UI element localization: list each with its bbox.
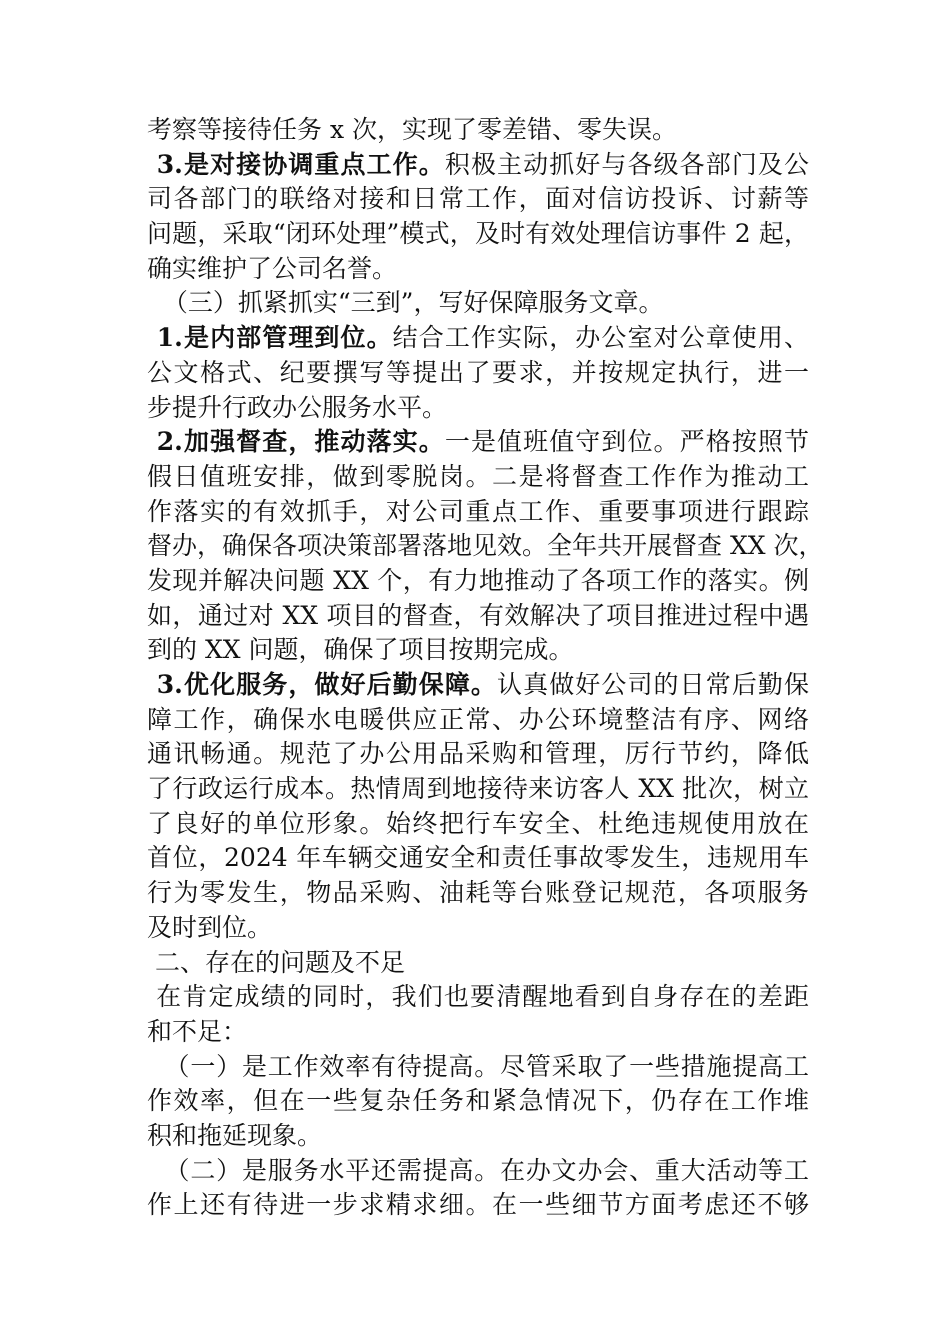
line-text: 问题，采取“闭环处理”模式，及时有效处理信访事件 2 起， xyxy=(147,219,809,249)
text-line xyxy=(147,425,809,460)
line-text: 公文格式、纪要撰写等提出了要求，并按规定执行，进一 xyxy=(147,357,809,387)
line-text: 一是值班值守到位。严格按照节 xyxy=(444,427,809,457)
line-text: 障工作，确保水电暖供应正常、办公环境整洁有序、网络 xyxy=(147,704,809,734)
line-text: （一）是工作效率有待提高。尽管采取了一些措施提高工 xyxy=(147,1051,809,1081)
text-line xyxy=(147,356,809,391)
document-body xyxy=(147,113,824,1223)
text-line xyxy=(147,876,809,911)
line-text: 考察等接待任务 x 次，实现了零差错、零失误。 xyxy=(147,115,677,144)
text-line xyxy=(147,1154,809,1189)
text-line xyxy=(147,668,809,703)
text-line xyxy=(147,148,809,183)
text-line xyxy=(147,1015,809,1050)
bold-lead: 3.是对接协调重点工作。 xyxy=(147,149,445,179)
text-line xyxy=(147,599,809,634)
bold-lead: 2.加强督查，推动落实。 xyxy=(147,427,445,457)
line-text: 发现并解决问题 XX 个，有力地推动了各项工作的落实。例 xyxy=(147,565,809,595)
line-text: 了良好的单位形象。始终把行车安全、杜绝违规使用放在 xyxy=(147,808,809,838)
line-text: 确实维护了公司名誉。 xyxy=(147,253,398,283)
bold-lead: 1.是内部管理到位。 xyxy=(147,323,393,353)
text-line xyxy=(147,564,809,599)
text-line xyxy=(147,1084,809,1119)
text-line xyxy=(147,286,809,321)
text-line xyxy=(147,633,809,668)
text-line xyxy=(147,217,809,252)
text-line xyxy=(147,737,809,772)
text-line xyxy=(147,980,809,1015)
line-text: 首位，2024 年车辆交通安全和责任事故零发生，违规用车 xyxy=(147,843,809,873)
text-line xyxy=(147,529,824,564)
text-line xyxy=(147,252,809,287)
text-line xyxy=(147,391,809,426)
line-text: 司各部门的联络对接和日常工作，面对信访投诉、讨薪等 xyxy=(147,184,809,214)
line-text: （三）抓紧抓实“三到”，写好保障服务文章。 xyxy=(147,288,664,318)
line-text: 认真做好公司的日常后勤保 xyxy=(497,670,809,699)
text-line xyxy=(147,703,809,738)
line-text: 督办，确保各项决策部署落地见效。全年共开展督查 XX 次， xyxy=(147,531,824,561)
line-text: （二）是服务水平还需提高。在办文办会、重大活动等工 xyxy=(147,1155,809,1185)
text-line xyxy=(147,807,809,842)
text-line xyxy=(147,460,809,495)
line-text: 积和拖延现象。 xyxy=(147,1120,323,1150)
line-text: 和不足： xyxy=(147,1016,248,1046)
line-text: 及时到位。 xyxy=(147,912,273,942)
text-line xyxy=(147,946,809,981)
text-line xyxy=(147,1119,809,1154)
line-text: 如，通过对 XX 项目的督查，有效解决了项目推进过程中遇 xyxy=(147,600,809,630)
line-text: 作效率，但在一些复杂任务和紧急情况下，仍存在工作堆 xyxy=(147,1086,809,1116)
line-text: 假日值班安排，做到零脱岗。二是将督查工作作为推动工 xyxy=(147,461,809,491)
line-text: 二、存在的问题及不足 xyxy=(147,947,405,977)
text-line xyxy=(147,911,809,946)
text-line xyxy=(147,321,809,356)
line-text: 到的 XX 问题，确保了项目按期完成。 xyxy=(147,635,574,665)
line-text: 作上还有待进一步求精求细。在一些细节方面考虑还不够 xyxy=(147,1190,809,1220)
text-line xyxy=(147,182,809,217)
line-text: 行为零发生，物品采购、油耗等台账登记规范，各项服务 xyxy=(147,878,809,908)
line-text: 积极主动抓好与各级各部门及公 xyxy=(444,149,809,179)
text-line xyxy=(147,1050,809,1085)
line-text: 在肯定成绩的同时，我们也要清醒地看到自身存在的差距 xyxy=(147,982,809,1012)
text-line xyxy=(147,1188,809,1223)
line-text: 结合工作实际，办公室对公章使用、 xyxy=(392,323,809,353)
line-text: 步提升行政办公服务水平。 xyxy=(147,392,448,422)
line-text: 了行政运行成本。热情周到地接待来访客人 XX 批次，树立 xyxy=(147,774,809,804)
line-text: 通讯畅通。规范了办公用品采购和管理，厉行节约，降低 xyxy=(147,739,809,769)
text-line xyxy=(147,841,809,876)
line-text: 作落实的有效抓手，对公司重点工作、重要事项进行跟踪 xyxy=(147,496,809,526)
text-line xyxy=(147,113,809,148)
text-line xyxy=(147,772,809,807)
text-line xyxy=(147,495,809,530)
bold-lead: 3.优化服务，做好后勤保障。 xyxy=(147,670,498,699)
